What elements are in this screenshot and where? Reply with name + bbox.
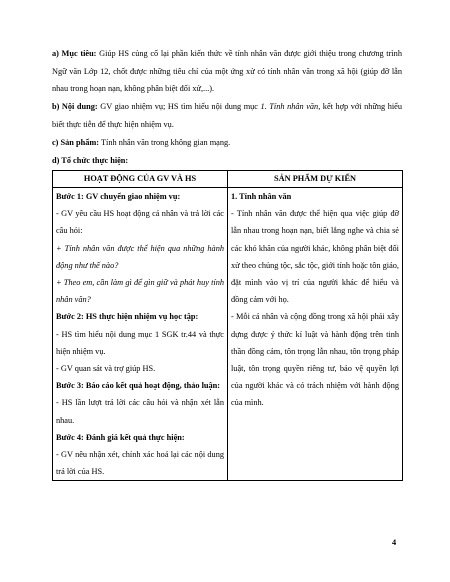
objective-text: Giúp HS củng cố lại phần kiến thức về tính nhân văn được giới thiệu trong chương trình Ngữ văn Lớp 12, chốt được những tiêu chí của một ứng xử có tính nhân văn trong xã hội (giúp đỡ lẫn nhau trong hoạn nạn, không phân biệt đối xử,...). (52, 49, 402, 93)
content-label: b) Nội dung: (52, 102, 98, 111)
organization-label: d) Tổ chức thực hiện: (52, 156, 129, 165)
header-teacher-student-activity: HOẠT ĐỘNG CỦA GV VÀ HS (53, 171, 228, 188)
activity-cell (53, 188, 228, 481)
content-text-rest: , kết hợp với những hiểu biết thực tiễn để thực hiện nhiệm vụ. (52, 102, 403, 129)
product-title: 1. Tính nhân văn (231, 192, 292, 201)
question-2: + Theo em, cần làm gì để gìn giữ và phát huy tính nhân văn? (56, 278, 224, 305)
product-text-2: - Mỗi cá nhân và cộng đồng trong xã hội phải xây dựng được ý thức kỉ luật và hành động trên tinh thần đồng cảm, tôn trọng lẫn nhau, tôn trọng pháp luật, tôn trọng quyền riêng tư, bảo vệ quyền lợi của người khác và có trách nhiệm với hành động của mình. (231, 312, 399, 408)
table-row (53, 188, 403, 481)
step4-text: - GV nêu nhận xét, chính xác hoá lại các nội dung trả lời của HS. (56, 450, 224, 477)
product-paragraph (52, 134, 402, 152)
objective-paragraph (52, 45, 402, 98)
objective-label: a) Mục tiêu: (52, 49, 97, 58)
step2-text-1: - HS tìm hiểu nội dung mục 1 SGK tr.44 và thực hiện nhiệm vụ. (56, 329, 224, 356)
page-number: 4 (392, 538, 397, 547)
product-label: c) Sản phẩm: (52, 138, 100, 147)
step2-text-2: - GV quan sát và trợ giúp HS. (56, 364, 156, 374)
content-text-italic: 1. Tính nhân văn (260, 102, 319, 111)
product-text: Tính nhân văn trong không gian mạng. (100, 138, 231, 147)
step1-title: Bước 1: GV chuyển giao nhiệm vụ: (56, 192, 181, 201)
content-text: GV giao nhiệm vụ; HS tìm hiểu nội dung mục (100, 102, 258, 111)
step1-text: - GV yêu cầu HS hoạt động cá nhân và trả lời các câu hỏi: (56, 209, 224, 236)
product-cell (228, 188, 403, 481)
step4-title: Bước 4: Đánh giá kết quả thực hiện: (56, 432, 185, 442)
table-header-row (53, 171, 403, 188)
question-1: + Tính nhân văn được thể hiện qua những hành động như thế nào? (56, 243, 224, 270)
step3-text: - HS lần lượt trả lời các câu hỏi và nhận xét lẫn nhau. (56, 398, 224, 425)
activity-table (52, 170, 403, 481)
header-expected-product: SẢN PHẨM DỰ KIẾN (228, 171, 403, 188)
organization-paragraph (52, 152, 402, 170)
step3-title: Bước 3: Báo cáo kết quả hoạt động, thảo luận: (56, 381, 221, 391)
content-paragraph (52, 98, 402, 133)
step2-title: Bước 2: HS thực hiện nhiệm vụ học tập: (56, 312, 199, 322)
product-text-1: - Tính nhân văn được thể hiện qua việc giúp đỡ lẫn nhau trong hoạn nạn, biết lắng nghe và chia sẻ các khó khăn của người khác, không phân biệt đối xử theo chủng tộc, sắc tộc, giới tính hoặc tôn giáo, đặt mình vào vị trí của người khác để hiểu và đồng cảm với họ. (231, 209, 399, 305)
